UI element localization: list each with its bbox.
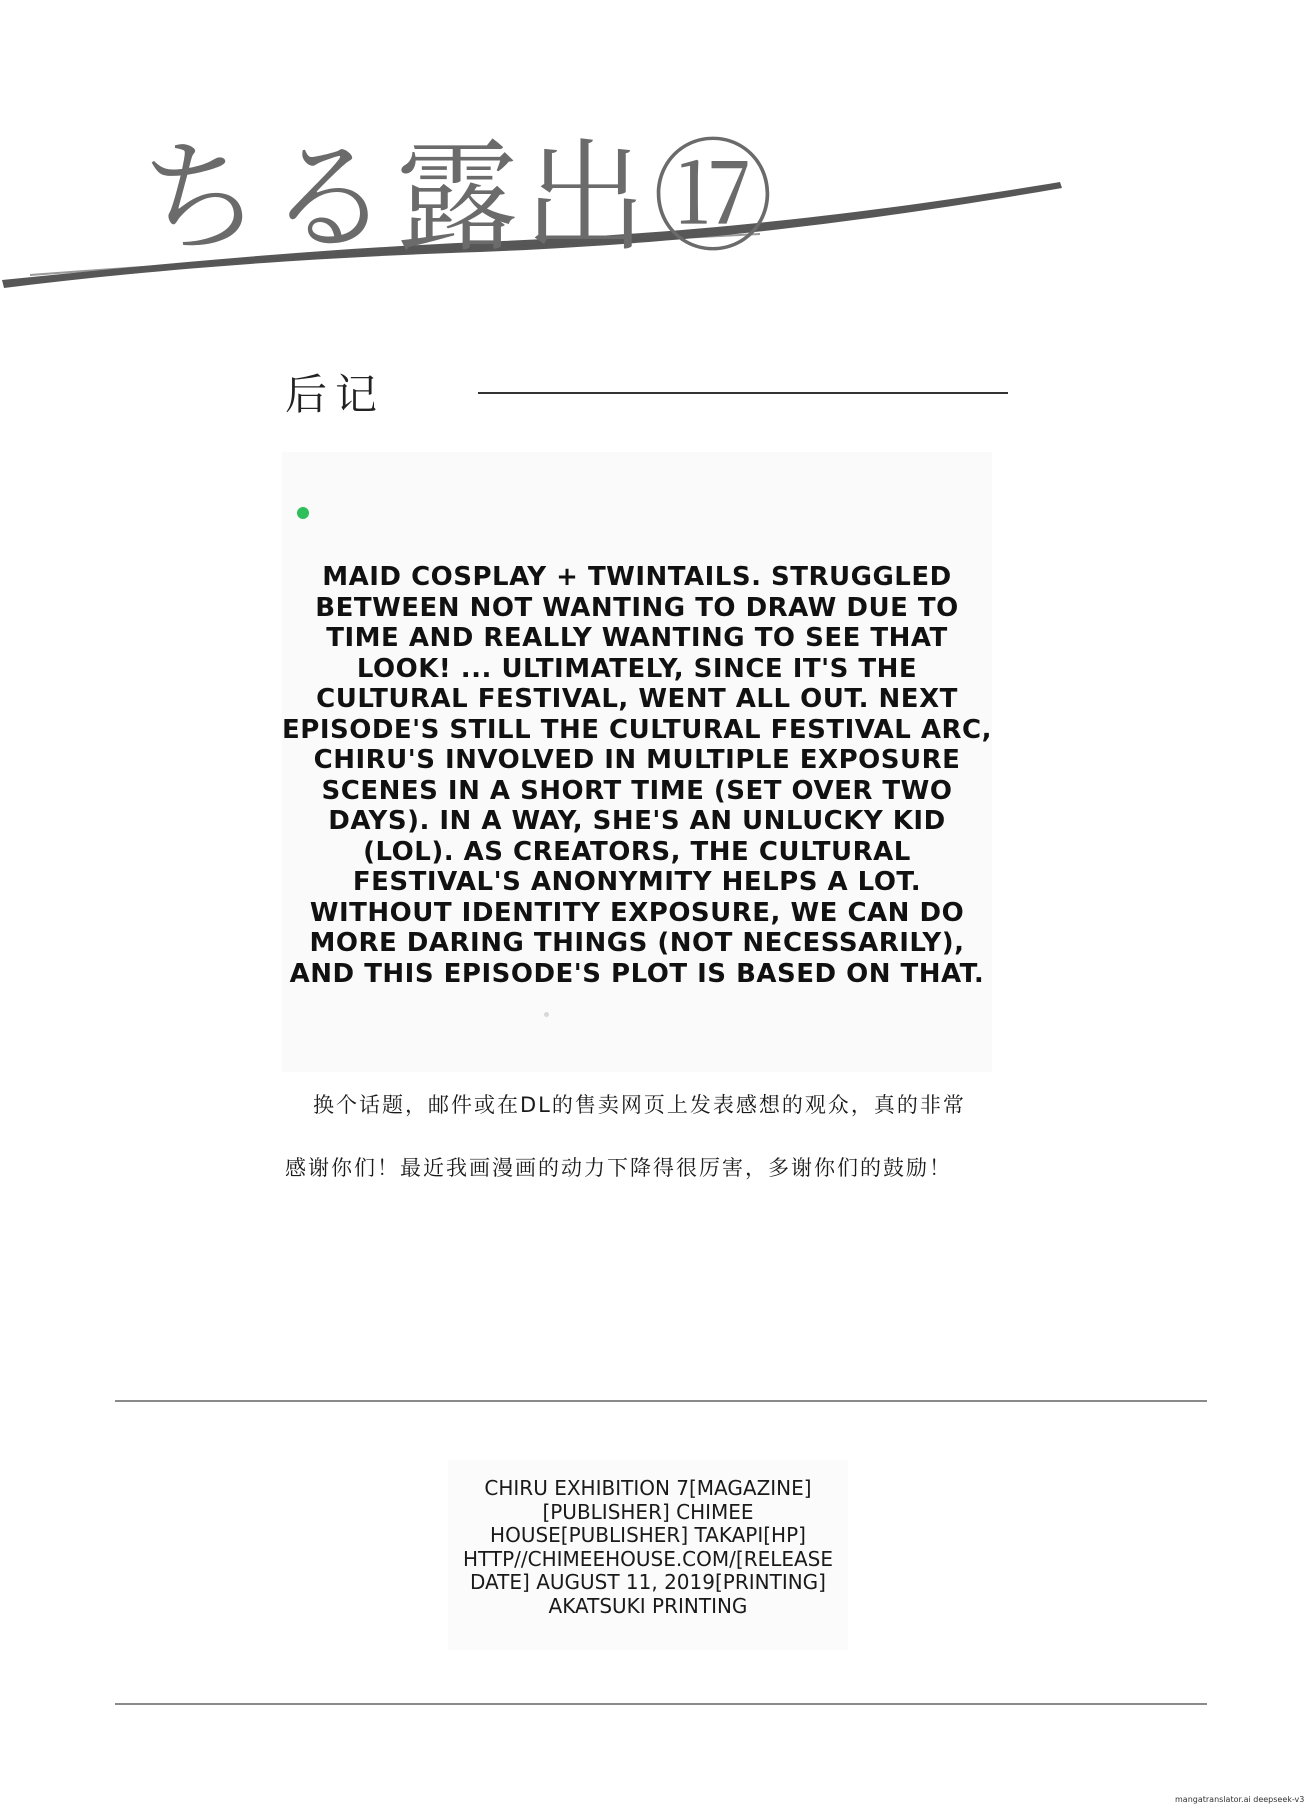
divider-bottom: [115, 1703, 1207, 1705]
green-speck: [297, 507, 309, 519]
divider-top: [115, 1400, 1207, 1402]
page-title: ちる露出⑰: [140, 127, 780, 269]
grey-speck: [544, 1012, 549, 1017]
title-banner: [0, 70, 1100, 300]
afterword-note-panel: [282, 452, 992, 1072]
afterword-chinese-line-2: 感谢你们！最近我画漫画的动力下降得很厉害，多谢你们的鼓励！: [285, 1156, 952, 1180]
watermark: mangatranslator.ai deepseek-v3: [1175, 1795, 1304, 1804]
afterword-note-text: MAID COSPLAY + TWINTAILS. STRUGGLED BETWEEN NOT WANTING TO DRAW DUE TO TIME AND REALLY WANTING TO SEE THAT LOOK! ... ULTIMATELY, SINCE IT'S THE CULTURAL FESTIVAL, WENT ALL OUT. NEXT EPISODE'S STILL THE CULTURAL FESTIVAL ARC, CHIRU'S INVOLVED IN MULTIPLE EXPOSURE SCENES IN A SHORT TIME (SET OVER TWO DAYS). IN A WAY, SHE'S AN UNLUCKY KID (LOL). AS CREATORS, THE CULTURAL FESTIVAL'S ANONYMITY HELPS A LOT. WITHOUT IDENTITY EXPOSURE, WE CAN DO MORE DARING THINGS (NOT NECESSARILY), AND THIS EPISODE'S PLOT IS BASED ON THAT.: [282, 562, 992, 989]
colophon-text: CHIRU EXHIBITION 7[MAGAZINE] [PUBLISHER] CHIMEE HOUSE[PUBLISHER] TAKAPI[HP] HTTP//CHIMEEHOUSE.COM/[RELEASE DATE] AUGUST 11, 2019[PRINTING] AKATSUKI PRINTING: [462, 1476, 834, 1618]
heading-rule: [478, 392, 1008, 394]
afterword-chinese-line-1: 换个话题，邮件或在DL的售卖网页上发表感想的观众，真的非常: [313, 1093, 966, 1117]
afterword-heading: 后记: [285, 370, 386, 419]
colophon-panel: [448, 1460, 848, 1650]
